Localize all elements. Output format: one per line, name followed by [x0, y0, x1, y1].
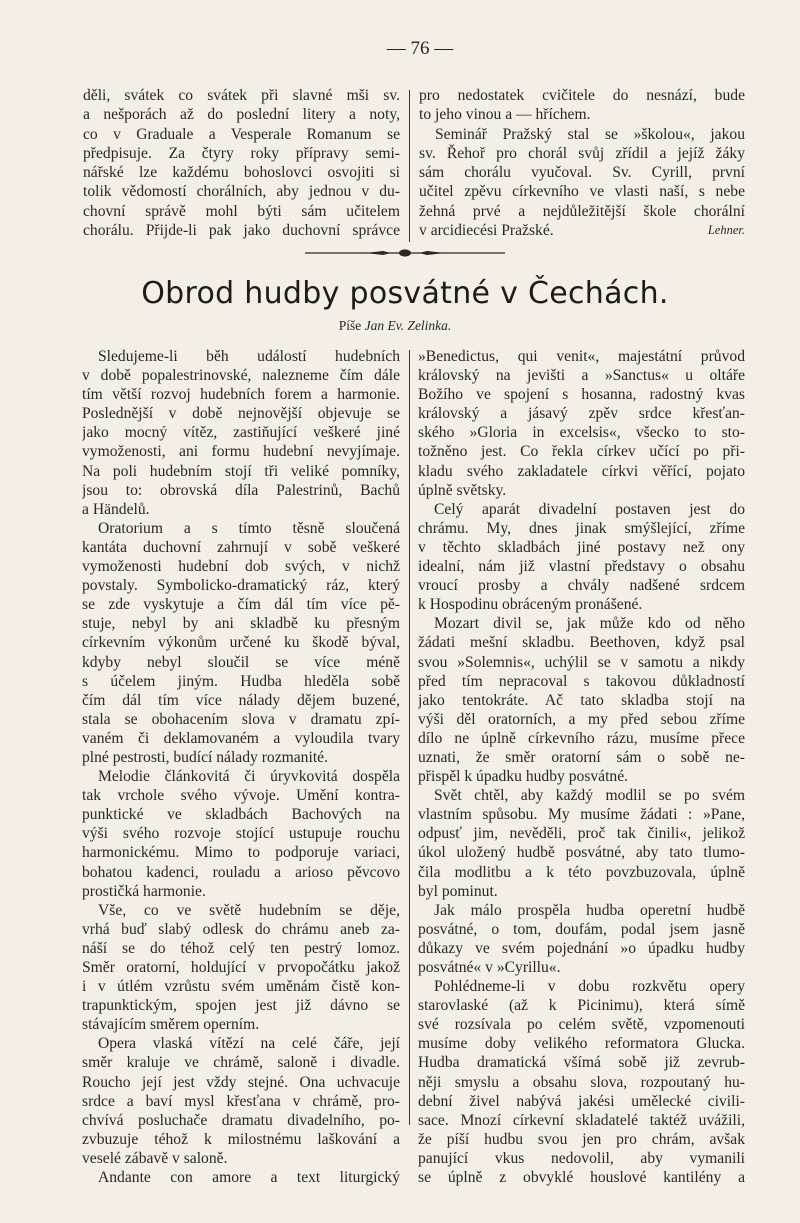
text-line: [418, 843, 745, 862]
text-line-content: Svět chtěl, aby každý modlil se po svém: [434, 787, 745, 805]
text-line-content: Směr oratorní, holdující v prvopočátku jakož: [82, 959, 400, 976]
text-line: [82, 633, 400, 652]
text-line: [82, 1073, 400, 1092]
text-line-content: v těchto skladbách jiné postavy než ony: [418, 538, 745, 556]
text-line-content: Opera vlaská vítězí na celé čáře, její: [98, 1035, 400, 1053]
text-line-content: stuje, nebyl by ani skladbě ku přesným: [82, 615, 400, 633]
text-line-content: plné pestrosti, budící nálady rozmanité.: [82, 748, 328, 766]
text-line-content: a nešporách až do poslední litery a noty,: [83, 106, 400, 124]
text-line: [418, 462, 745, 481]
text-line: [418, 1149, 745, 1168]
text-line: [82, 404, 400, 423]
text-line-content: náší se do téhož celý ten pestrý lomoz.: [82, 939, 400, 957]
text-line-content: Hudba dramatická všímá sobě již zevrub-: [418, 1054, 745, 1072]
text-line-content: se úplně z obvyklé houslové kantilény a: [418, 1169, 745, 1187]
text-line-content: Jak málo prospěla hudba operetní hudbě: [434, 901, 745, 919]
text-line: [82, 653, 400, 672]
text-line-content: čila modlitbu a k této povzbuzovala, úplně: [418, 863, 745, 881]
text-line: [82, 462, 400, 481]
text-line-content: odpusť jim, nevěděli, proč tak činili«, jelikož: [418, 825, 745, 843]
text-line-content: Melodie článkovitá či úryvkovitá dospěla: [98, 768, 400, 786]
text-line: [82, 977, 400, 996]
text-line-content: úkol uložený hudbě posvátné, aby tato tlumo-: [418, 844, 745, 862]
text-line: [82, 863, 400, 882]
text-line-content: i v útlém vzrůstu svém uměnám čistě kon-: [82, 978, 400, 996]
text-line-content: prostičká harmonie.: [82, 882, 206, 900]
text-line: [419, 144, 745, 163]
text-line: [418, 404, 745, 423]
text-line: [418, 595, 745, 614]
text-line-content: žádati mešní skladbu. Beethoven, když psal: [418, 634, 745, 652]
text-line-content: idealní, nám již vlastní představy o obsahu: [418, 558, 745, 576]
text-line: [418, 576, 745, 595]
text-line: [418, 939, 745, 958]
text-line-content: chovní správě mohl býti sám učitelem: [83, 202, 400, 220]
text-line: [418, 767, 745, 786]
text-line: [418, 1015, 745, 1034]
text-line: [418, 863, 745, 882]
text-line-content: svou »Solemnis«, uchýlil se v samotu a nikdy: [418, 653, 745, 671]
text-line-content: tím větší rozvoj hudebních forem a harmonie.: [82, 386, 400, 404]
text-line-content: Mozart divil se, jak může kdo od něho: [434, 615, 745, 633]
text-line-content: děli, svátek co svátek při slavné mši sv.: [83, 87, 400, 104]
text-line-content: uznati, že směr oratorní sám o sobě ne-: [418, 748, 745, 766]
text-line: [82, 1111, 400, 1130]
text-line-content: církevním výkonům určené ku škodě býval,: [82, 634, 400, 652]
text-line-content: úplně světsky.: [418, 481, 507, 499]
top-right-column: [419, 86, 745, 240]
text-line: [82, 1130, 400, 1149]
text-line: [418, 748, 745, 767]
text-line-content: a Händelů.: [82, 500, 150, 518]
text-line: [418, 996, 745, 1015]
article-title: Obrod hudby posvátné v Čechách.: [141, 276, 669, 311]
text-line-content: ského »Gloria in excelsis«, všecko to sto-: [418, 424, 745, 442]
text-line-content: byl pominut.: [418, 882, 498, 900]
text-line-content: musíme doby velikého reformatora Glucka.: [418, 1035, 745, 1053]
text-line: [418, 901, 745, 920]
author-name: Jan Ev. Zelinka.: [364, 318, 452, 333]
text-line-content: jako tentokráte. Ač tato skladba stojí na: [418, 691, 745, 709]
text-line-content: královský na jevišti a »Sanctus« u oltáře: [418, 367, 745, 385]
text-line-content: své rozsívala po celém světě, vzpomenouti: [418, 1016, 745, 1034]
byline-prefix: Píše: [338, 318, 362, 333]
text-line: [82, 1092, 400, 1111]
text-line: [418, 481, 745, 500]
text-line: [418, 920, 745, 939]
text-line-content: v době popalestrinovské, nalezneme čím dále: [82, 367, 400, 385]
text-line: [82, 824, 400, 843]
text-line: [82, 710, 400, 729]
text-line: [82, 996, 400, 1015]
text-line-content: Na poli hudebním stojí tři veliké pomníky,: [82, 462, 400, 480]
text-line: [83, 221, 400, 240]
text-line: [82, 920, 400, 939]
text-line-content: povstaly. Symbolicko-dramatický ráz, který: [82, 577, 400, 595]
text-line-content: vlastním spůsobu. My musíme žádati : »Pane,: [418, 806, 745, 824]
text-line-content: srdce a baví mysl křesťana v chrámě, pro-: [82, 1092, 400, 1110]
text-line-content: tožněno jest. Co řekla církev učící po při-: [418, 443, 745, 461]
text-line-content: s účelem jiným. Hudba hleděla sobě: [82, 672, 400, 690]
text-line-content: stávajícím směrem operním.: [82, 1016, 260, 1034]
text-line-content: dílo ne úplně církevního rázu, musíme přece: [418, 729, 745, 747]
text-line-content: přispěl k úpadku hudby posvátné.: [418, 768, 629, 786]
text-line: [82, 729, 400, 748]
text-line: [418, 347, 745, 366]
text-line: [418, 882, 745, 901]
text-line: [418, 423, 745, 442]
text-line-content: »Benedictus, qui venit«, majestátní průvod: [418, 348, 745, 365]
text-line-content: vroucí prosby a chvály nadšené srdcem: [418, 577, 745, 595]
text-line-content: jsou to: obrovská díla Palestrinů, Bachů: [82, 481, 400, 499]
text-line: [418, 1034, 745, 1053]
text-line: [419, 221, 745, 240]
text-line-content: bohatou kadenci, rouladu a arioso pěvcovo: [82, 863, 400, 881]
text-line-content: sace. Mnozí církevní skladatelé taktéž uvážili,: [418, 1111, 745, 1129]
text-line-content: starovlaské (až k Picinimu), která símě: [418, 997, 745, 1015]
page-number: — 76 —: [386, 38, 454, 59]
text-line-content: veselé zábavě v saloně.: [82, 1149, 228, 1167]
text-line-content: žehná prvé a nejdůležitější škole chorální: [419, 202, 745, 220]
text-line: [419, 125, 745, 144]
text-line: [418, 1053, 745, 1072]
text-line-content: to jeho vinou a — hříchem.: [419, 106, 591, 124]
text-line: [418, 1111, 745, 1130]
text-line-content: posvátné, o tom, doufám, podal jsem jasně: [418, 920, 745, 938]
text-line-content: chvívá posluchače dramatu divadelního, po-: [82, 1111, 400, 1129]
text-line: [82, 748, 400, 767]
text-line: [418, 519, 745, 538]
text-line-content: vaném či deklamovaném a vyloudila tvary: [82, 729, 400, 747]
text-line-content: Roucho její jest vždy stejné. Ona uchvacuje: [82, 1073, 400, 1091]
text-line: [82, 786, 400, 805]
text-line-content: v arcidiecési Pražské.: [419, 222, 554, 240]
text-line: [418, 672, 745, 691]
text-line: [418, 500, 745, 519]
text-line: [83, 163, 400, 182]
text-line: [82, 882, 400, 901]
text-line: [418, 786, 745, 805]
text-line: [418, 633, 745, 652]
text-line-content: před tím nepracoval s takovou důkladností: [418, 672, 745, 690]
text-line: [82, 1168, 400, 1187]
text-line-content: kantáta duchovní zahrnují v sobě veškeré: [82, 538, 400, 556]
text-line-content: předpisuje. Za čtyry roky přípravy semi-: [83, 144, 400, 162]
text-line-content: chrámu. My, dnes jinak smýšlející, zříme: [418, 519, 745, 537]
text-line-content: Pohlédneme-li v dobu rozkvětu opery: [434, 978, 745, 996]
text-line: [418, 824, 745, 843]
text-line: [418, 614, 745, 633]
text-line-content: stala se obohacením slova v dramatu zpí-: [82, 710, 400, 728]
text-line: [82, 1034, 400, 1053]
text-line: [82, 805, 400, 824]
column-divider-body: [409, 350, 410, 1125]
text-line: [418, 442, 745, 461]
text-line-content: vymoženosti, ani formu hudební nevyjímaje.: [82, 443, 400, 461]
text-line: [418, 1130, 745, 1149]
text-line-content: co v Graduale a Vesperale Romanum se: [83, 125, 400, 143]
text-line: [82, 557, 400, 576]
text-line: [418, 710, 745, 729]
text-line: [83, 202, 400, 221]
text-line: [82, 691, 400, 710]
text-line-content: královský a jásavý zpěv srdce křesťan-: [418, 405, 745, 423]
text-line-content: trapunktickým, spojen jest již dávno se: [82, 997, 400, 1015]
text-line-content: dební živel nabývá jakési umělecké civili-: [418, 1092, 745, 1110]
text-line-content: Oratorium a s tímto těsně sloučená: [98, 519, 400, 537]
text-line-content: kladu svého zakladatele církvi věřící, pojato: [418, 462, 745, 480]
text-line-content: tolik vědomostí chorálních, aby jednou v du-: [83, 183, 400, 201]
text-line: [82, 538, 400, 557]
text-line-content: vymoženosti hudební dob svých, v nichž: [82, 558, 400, 576]
text-line-content: výši děl oratorních, a my před sebou zříme: [418, 710, 745, 728]
text-line: [419, 105, 745, 124]
text-line-content: pro nedostatek cvičitele do nesnází, bude: [419, 87, 745, 104]
text-line-content: učitel zpěvu církevního ve vlasti naší, s nebe: [419, 183, 745, 201]
byline: [0, 318, 790, 334]
text-line: [418, 385, 745, 404]
text-line-content: tak vrchole svého vývoje. Umění kontra-: [82, 787, 400, 805]
text-line-content: sv. Řehoř pro chorál svůj zřídil a jejíž žáky: [419, 144, 745, 162]
text-line-content: že píší hudbu svou jen pro chrám, avšak: [418, 1130, 745, 1148]
text-line: [418, 538, 745, 557]
signature: Lehner.: [707, 223, 745, 238]
text-line-content: sám chorálu vyučoval. Sv. Cyrill, první: [419, 164, 745, 182]
text-line-content: směr kraluje ve chrámě, saloně i divadle.: [82, 1054, 400, 1072]
text-line: [419, 202, 745, 221]
text-line: [418, 1168, 745, 1187]
text-line: [418, 805, 745, 824]
body-left-column: [82, 347, 400, 1187]
text-line-content: Seminář Pražský stal se »školou«, jakou: [435, 125, 745, 143]
text-line-content: posvátné« v »Cyrillu«.: [418, 959, 561, 976]
text-line-content: něji smyslu a obsahu slova, rozpoutaný hu-: [418, 1073, 745, 1091]
text-line-content: panující vkus nedovolil, aby vymanili: [418, 1149, 745, 1167]
text-line: [82, 423, 400, 442]
text-line: [82, 614, 400, 633]
text-line: [83, 182, 400, 201]
text-line: [418, 557, 745, 576]
text-line-content: čím dál tím více nálady dějem buzené,: [82, 691, 400, 709]
text-line-content: výši svého rozvoje stojící ustupuje rouchu: [82, 825, 400, 843]
text-line: [82, 1015, 400, 1034]
text-line-content: k Hospodinu obráceným pronášené.: [418, 596, 643, 614]
text-line: [418, 958, 745, 977]
text-line: [82, 1053, 400, 1072]
text-line: [82, 481, 400, 500]
text-line: [418, 653, 745, 672]
text-line: [82, 672, 400, 691]
body-right-column: [418, 347, 745, 1187]
text-line-content: vrhá buď slabý odlesk do chrámu aneb za-: [82, 920, 400, 938]
text-line: [82, 442, 400, 461]
text-line-content: Božího ve spojení s hosanna, radostný kvas: [418, 386, 745, 404]
text-line: [82, 385, 400, 404]
text-line: [82, 843, 400, 862]
text-line-content: nářské lze každému bohoslovci osvojiti si: [83, 164, 400, 182]
text-line-content: chorálu. Přijde-li pak jako duchovní správce: [83, 222, 400, 240]
text-line-content: harmonickému. Mimo to podporuje variaci,: [82, 844, 400, 862]
text-line: [82, 901, 400, 920]
text-line: [419, 163, 745, 182]
text-line-content: se zde vyskytuje a čím dál tím více pě-: [82, 596, 400, 614]
text-line-content: kdyby nebyl sloučil se více méně: [82, 653, 400, 671]
text-line: [419, 182, 745, 201]
text-line: [82, 1149, 400, 1168]
text-line: [82, 519, 400, 538]
text-line: [82, 958, 400, 977]
ornamental-divider: [305, 248, 505, 258]
text-line: [82, 767, 400, 786]
text-line-content: Poslednější v době nejnovější objevuje se: [82, 405, 400, 423]
text-line: [82, 595, 400, 614]
text-line-content: jako mocný vítěz, zastiňující veškeré jiné: [82, 424, 400, 442]
text-line: [83, 105, 400, 124]
text-line: [83, 125, 400, 144]
text-line-content: Celý aparát divadelní postaven jest do: [434, 500, 745, 518]
text-line: [82, 939, 400, 958]
text-line-content: punktické ve skladbách Bachových na: [82, 806, 400, 824]
text-line: [82, 576, 400, 595]
text-line-content: Vše, co ve světě hudebním se děje,: [98, 901, 400, 919]
text-line: [419, 86, 745, 105]
text-line: [418, 366, 745, 385]
text-line: [83, 144, 400, 163]
text-line: [418, 691, 745, 710]
text-line-content: Andante con amore a text liturgický: [98, 1169, 400, 1187]
text-line: [82, 500, 400, 519]
text-line: [82, 347, 400, 366]
text-line: [418, 1092, 745, 1111]
text-line-content: zvbuzuje téhož k milostnému laškování a: [82, 1130, 400, 1148]
text-line-content: Sledujeme-li běh událostí hudebních: [98, 348, 400, 365]
text-line: [418, 1073, 745, 1092]
text-line-content: důkazy ve svém pojednání »o úpadku hudby: [418, 939, 745, 957]
top-left-column: [83, 86, 400, 240]
column-divider-top: [409, 90, 410, 242]
text-line: [82, 366, 400, 385]
text-line: [83, 86, 400, 105]
text-line: [418, 729, 745, 748]
text-line: [418, 977, 745, 996]
